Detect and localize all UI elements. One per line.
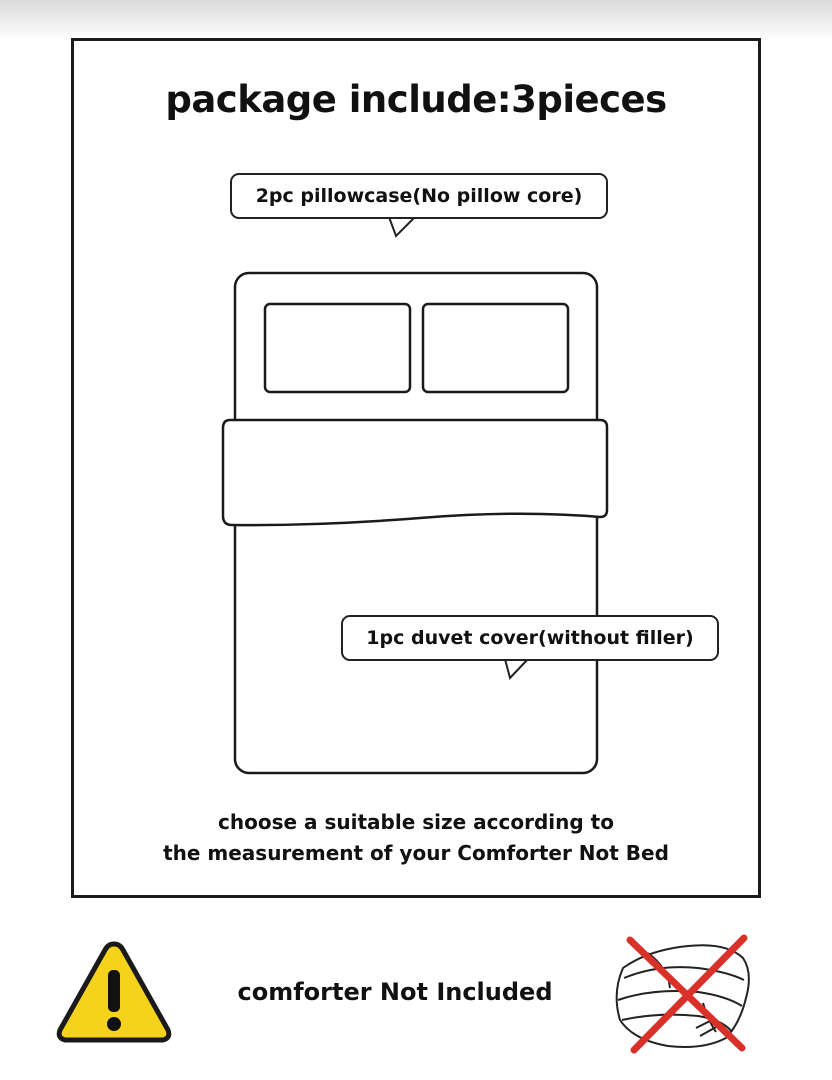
- size-note-line-2: the measurement of your Comforter Not Bed: [163, 841, 669, 865]
- pillowcase-callout-tail: [385, 216, 425, 240]
- pillow-right: [423, 304, 568, 392]
- crossed-comforter-icon: [608, 928, 758, 1058]
- duvet-callout: [341, 615, 719, 661]
- duvet-callout-label: 1pc duvet cover(without filler): [366, 627, 694, 649]
- duvet-callout-tail: [500, 658, 540, 682]
- duvet-fold: [223, 420, 607, 525]
- warning-triangle-icon: [54, 938, 174, 1046]
- comforter-not-included-label: comforter Not Included: [237, 978, 553, 1006]
- pillow-left: [265, 304, 410, 392]
- pillowcase-callout-label: 2pc pillowcase(No pillow core): [255, 185, 583, 207]
- pillowcase-callout: [230, 173, 608, 219]
- package-title: package include:3pieces: [165, 78, 667, 121]
- size-note-line-1: choose a suitable size according to: [218, 810, 614, 834]
